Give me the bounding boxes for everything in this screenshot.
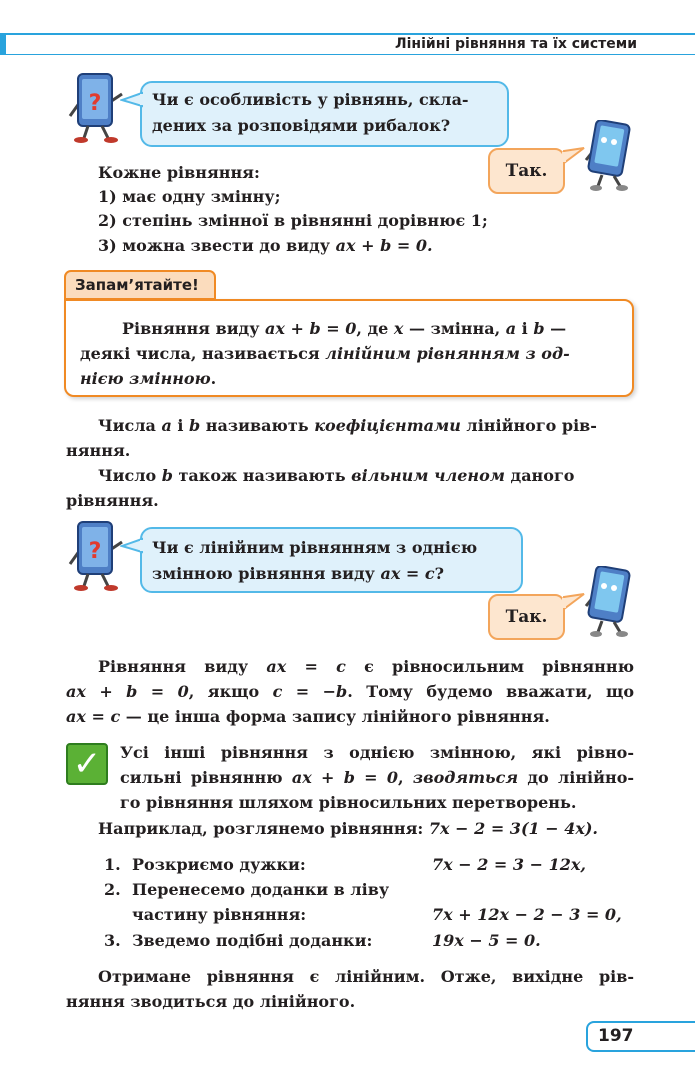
question-1-line2: дених за розповідями рибалок?	[152, 116, 451, 135]
step-2-text-cont: частину рівняння:	[132, 905, 307, 924]
bubble-tail-2	[120, 536, 144, 556]
phone-character-answer-icon-2	[584, 566, 634, 638]
question-2-line1: Чи є лінійним рівнянням з однією	[152, 538, 478, 557]
step-2-text: Перенесемо доданки в ліву	[132, 880, 390, 899]
properties-intro: Кожне рівняння:	[98, 163, 260, 182]
property-2: 2) степінь змінної в рівнянні дорівнює 1;	[98, 211, 488, 230]
step-3-number: 3.	[104, 931, 121, 950]
definition-line1: Рівняння виду ax + b = 0, де x — змінна, a і b —	[122, 319, 567, 338]
phone-character-question-icon	[66, 72, 126, 144]
question-1-line1: Чи є особливість у рівнянь, скла-	[152, 90, 469, 109]
step-1-formula: 7x − 2 = 3 − 12x,	[432, 855, 586, 874]
property-1: 1) має одну змінну;	[98, 187, 281, 206]
phone-character-answer-icon	[584, 120, 634, 192]
step-1-number: 1.	[104, 855, 121, 874]
question-2-line2: змінною рівняння виду ax = c?	[152, 564, 445, 583]
step-3-text: Зведемо подібні доданки:	[132, 931, 373, 950]
chapter-title: Лінійні рівняння та їх системи	[394, 36, 637, 52]
conclusion-line2: няння зводиться до лінійного.	[66, 992, 356, 1011]
answer-bubble-tail-2	[562, 591, 586, 613]
bubble-tail	[120, 90, 144, 110]
coef-line1: Числа a і b називають коефіцієнтами лінійного рів-	[98, 416, 597, 435]
equiv-line1: Рівняння виду ax = c є рівносильним рівнянню	[98, 657, 635, 676]
coef-line4: рівняння.	[66, 491, 159, 510]
coef-line2: няння.	[66, 441, 131, 460]
step-2-formula: 7x + 12x − 2 − 3 = 0,	[432, 905, 622, 924]
example-intro: Наприклад, розглянемо рівняння: 7x − 2 = 3(1 − 4x).	[98, 819, 598, 838]
step-2-number: 2.	[104, 880, 121, 899]
conclusion-line1: Отримане рівняння є лінійним. Отже, вихідне рів-	[98, 967, 634, 986]
answer-bubble-1: Так.	[488, 148, 565, 194]
svg-text:?: ?	[88, 91, 102, 116]
note-line1: Усі інші рівняння з однією змінною, які рівно-	[120, 743, 634, 762]
equiv-line2: ax + b = 0, якщо c = −b. Тому будемо вважати, що	[66, 682, 634, 701]
answer-bubble-tail	[562, 145, 586, 167]
definition-line3: нією змінною.	[80, 369, 217, 388]
definition-line2: деякі числа, називається лінійним рівнянням з од-	[80, 344, 570, 363]
equiv-line3: ax = c — це інша форма запису лінійного рівняння.	[66, 707, 550, 726]
answer-bubble-2: Так.	[488, 594, 565, 640]
remember-tab: Запам’ятайте!	[64, 270, 216, 300]
checkmark-icon: ✓	[66, 743, 108, 785]
coef-line3: Число b також називають вільним членом даного	[98, 466, 575, 485]
phone-character-question-icon-2	[66, 520, 126, 592]
note-line2: сильні рівнянню ax + b = 0, зводяться до лінійно-	[120, 768, 635, 787]
note-line3: го рівняння шляхом рівносильних перетворень.	[120, 793, 577, 812]
header-accent	[0, 33, 6, 55]
step-1-text: Розкриємо дужки:	[132, 855, 306, 874]
page-number: 197	[598, 1026, 634, 1046]
property-3: 3) можна звести до виду ax + b = 0.	[98, 236, 433, 255]
step-3-formula: 19x − 5 = 0.	[432, 931, 541, 950]
svg-text:?: ?	[88, 539, 102, 564]
